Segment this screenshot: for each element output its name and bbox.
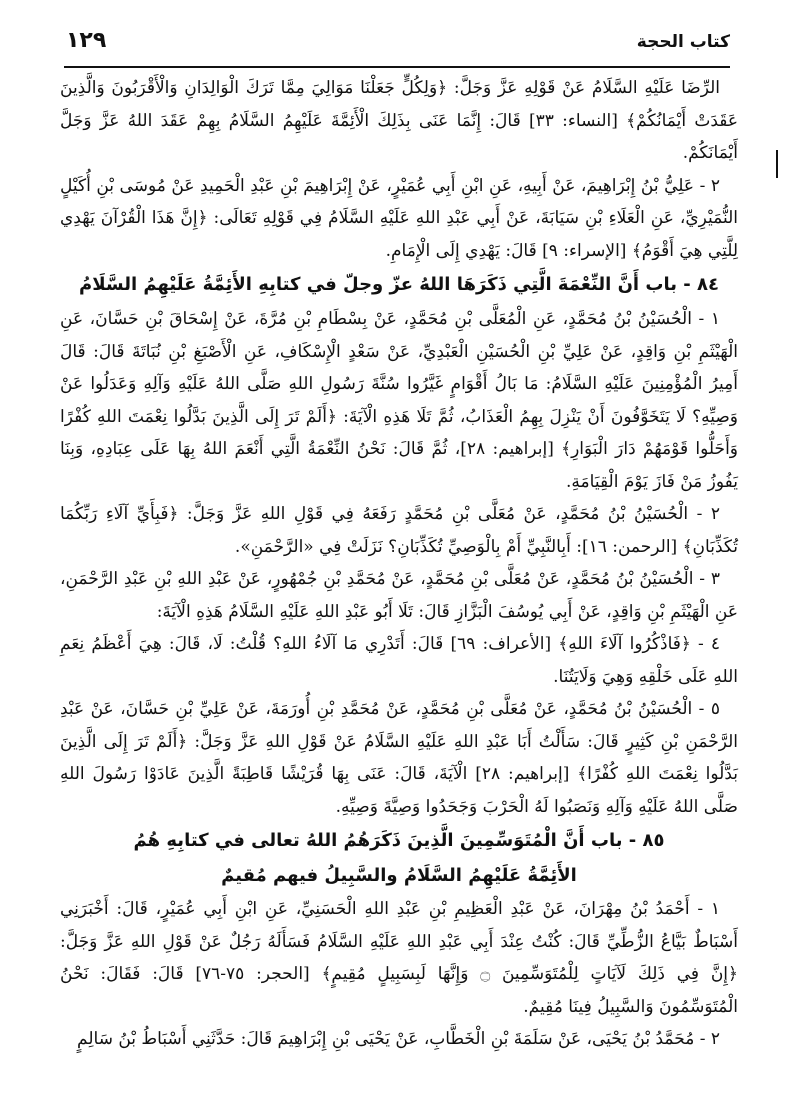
hadith-paragraph: ٢ - مُحَمَّدُ بْنُ يَحْيَى، عَنْ سَلَمَةَ بْنِ الْخَطَّابِ، عَنْ يَحْيَى بْنِ إِبْرَاهِيمَ قَالَ: حَدَّثَنِي أَسْبَاطُ بْنُ سَالِمٍ bbox=[77, 1029, 720, 1049]
chapter-heading: ٨٥ - باب أَنَّ الْمُتَوَسِّمِينَ الَّذِينَ ذَكَرَهُمُ اللهُ تعالى في كتابِهِ هُمُ bbox=[133, 830, 665, 851]
hadith-paragraph: ٣ - الْحُسَيْنُ بْنُ مُحَمَّدٍ، عَنْ مُعَلَّى بْنِ مُحَمَّدٍ، عَنْ مُحَمَّدِ بْنِ جُمْهُورٍ، عَنْ عَبْدِ اللهِ بْنِ عَبْدِ الرَّحْمَنِ، عَنِ الْهَيْثَمِ بْنِ وَاقِدٍ، عَنْ أَبِي يُوسُفَ الْبَزَّازِ قَالَ: تَلَا أَبُو عَبْدِ اللهِ عَلَيْهِ السَّلَامُ هَذِهِ الْآيَةَ: bbox=[60, 569, 738, 622]
chapter-heading: ٨٤ - باب أَنَّ النِّعْمَةَ الَّتِي ذَكَرَهَا اللهُ عزّ وجلّ في كتابِهِ الأَئِمَّةُ عَلَيْهِمُ السَّلَامُ bbox=[79, 274, 719, 295]
hadith-paragraph: ٤ - ﴿فَاذْكُرُوا آلَاءَ اللهِ﴾ [الأعراف: ٦٩] قَالَ: أَتَدْرِي مَا آلَاءُ اللهِ؟ قُلْتُ: لَا، قَالَ: هِيَ أَعْظَمُ نِعَمِ اللهِ عَلَى خَلْقِهِ وَهِيَ وَلَايَتُنَا. bbox=[60, 634, 738, 687]
hadith-paragraph: ١ - الْحُسَيْنُ بْنُ مُحَمَّدٍ، عَنِ الْمُعَلَّى بْنِ مُحَمَّدٍ، عَنْ بِسْطَامِ بْنِ مُرَّةَ، عَنْ إِسْحَاقَ بْنِ حَسَّانَ، عَنِ الْهَيْثَمِ بْنِ وَاقِدٍ، عَنْ عَلِيِّ بْنِ الْحُسَيْنِ الْعَبْدِيِّ، عَنْ سَعْدٍ الْإِسْكَافِ، عَنِ الْأَصْبَغِ بْنِ نُبَاتَةَ قَالَ: قَالَ أَمِيرُ الْمُؤْمِنِينَ عَلَيْهِ السَّلَامُ: مَا بَالُ أَقْوَامٍ غَيَّرُوا سُنَّةَ رَسُولِ اللهِ صَلَّى اللهُ عَلَيْهِ وَآلِهِ وَعَدَلُوا عَنْ وَصِيِّهِ؟ لَا يَتَخَوَّفُونَ أَنْ يَنْزِلَ بِهِمُ الْعَذَابُ، ثُمَّ تَلَا هَذِهِ الْآيَةَ: ﴿أَلَمْ تَرَ إِلَى الَّذِينَ بَدَّلُوا نِعْمَتَ اللهِ كُفْرًا وَأَحَلُّوا قَوْمَهُمْ دَارَ الْبَوَارِ﴾ [إبراهيم: ٢٨]، ثُمَّ قَالَ: نَحْنُ النِّعْمَةُ الَّتِي أَنْعَمَ اللهُ بِهَا عَلَى عِبَادِهِ، وَبِنَا يَفُوزُ مَنْ فَازَ يَوْمَ الْقِيَامَةِ. bbox=[60, 309, 738, 492]
hadith-paragraph: ٢ - عَلِيُّ بْنُ إِبْرَاهِيمَ، عَنْ أَبِيهِ، عَنِ ابْنِ أَبِي عُمَيْرٍ، عَنْ إِبْرَاهِيمَ بْنِ عَبْدِ الْحَمِيدِ عَنْ مُوسَى بْنِ أُكَيْلٍ النُّمَيْرِيِّ، عَنِ الْعَلَاءِ بْنِ سَيَابَةَ، عَنْ أَبِي عَبْدِ اللهِ عَلَيْهِ السَّلَامُ فِي قَوْلِهِ تَعَالَى: ﴿إِنَّ هَذَا الْقُرْآنَ يَهْدِي لِلَّتِي هِيَ أَقْوَمُ﴾ [الإسراء: ٩] قَالَ: يَهْدِي إِلَى الْإِمَامِ. bbox=[60, 175, 738, 261]
chapter-heading-continuation: الأَئِمَّةُ عَلَيْهِمُ السَّلَامُ والسَّبِيلُ فيهم مُقيمٌ bbox=[221, 865, 577, 886]
page-header bbox=[64, 22, 730, 68]
book-title: كتاب الحجة bbox=[636, 32, 730, 52]
hadith-paragraph: ٢ - الْحُسَيْنُ بْنُ مُحَمَّدٍ، عَنْ مُعَلَّى بْنِ مُحَمَّدٍ رَفَعَهُ فِي قَوْلِ اللهِ عَزَّ وَجَلَّ: ﴿فَبِأَيِّ آلَاءِ رَبِّكُمَا تُكَذِّبَانِ﴾ [الرحمن: ١٦]: أَبِالنَّبِيِّ أَمْ بِالْوَصِيِّ تُكَذِّبَانِ؟ نَزَلَتْ فِي «الرَّحْمَنِ». bbox=[60, 504, 738, 557]
hadith-paragraph: ٥ - الْحُسَيْنُ بْنُ مُحَمَّدٍ، عَنْ مُعَلَّى بْنِ مُحَمَّدٍ، عَنْ مُحَمَّدِ بْنِ أُورَمَةَ، عَنْ عَلِيِّ بْنِ حَسَّانَ، عَنْ عَبْدِ الرَّحْمَنِ بْنِ كَثِيرٍ قَالَ: سَأَلْتُ أَبَا عَبْدِ اللهِ عَلَيْهِ السَّلَامُ عَنْ قَوْلِ اللهِ عَزَّ وَجَلَّ: ﴿أَلَمْ تَرَ إِلَى الَّذِينَ بَدَّلُوا نِعْمَتَ اللهِ كُفْرًا﴾ [إبراهيم: ٢٨] الْآيَةَ، قَالَ: عَنَى بِهَا قُرَيْشًا قَاطِبَةً الَّذِينَ عَادَوْا رَسُولَ اللهِ صَلَّى اللهُ عَلَيْهِ وَآلِهِ وَنَصَبُوا لَهُ الْحَرْبَ وَجَحَدُوا وَصِيَّةَ وَصِيِّهِ. bbox=[60, 699, 739, 817]
hadith-paragraph: الرِّضَا عَلَيْهِ السَّلَامُ عَنْ قَوْلِهِ عَزَّ وَجَلَّ: ﴿وَلِكُلٍّ جَعَلْنَا مَوَالِيَ مِمَّا تَرَكَ الْوَالِدَانِ وَالْأَقْرَبُونَ وَالَّذِينَ عَقَدَتْ أَيْمَانُكُمْ﴾ [النساء: ٣٣] قَالَ: إِنَّمَا عَنَى بِذَلِكَ الْأَئِمَّةَ عَلَيْهِمُ السَّلَامُ بِهِمْ عَقَدَ اللهُ عَزَّ وَجَلَّ أَيْمَانَكُمْ. bbox=[60, 78, 738, 163]
margin-mark bbox=[776, 150, 778, 178]
page-body bbox=[60, 72, 738, 1056]
page-number: ١٢٩ bbox=[66, 28, 107, 53]
hadith-paragraph: ١ - أَحْمَدُ بْنُ مِهْرَانَ، عَنْ عَبْدِ الْعَظِيمِ بْنِ عَبْدِ اللهِ الْحَسَنِيِّ، عَنِ ابْنِ أَبِي عُمَيْرٍ، قَالَ: أَخْبَرَنِي أَسْبَاطٌ بَيَّاعُ الزُّطِّيِّ قَالَ: كُنْتُ عِنْدَ أَبِي عَبْدِ اللهِ عَلَيْهِ السَّلَامُ فَسَأَلَهُ رَجُلٌ عَنْ قَوْلِ اللهِ عَزَّ وَجَلَّ: ﴿إِنَّ فِي ذَلِكَ لَآيَاتٍ لِلْمُتَوَسِّمِينَ ۝ وَإِنَّهَا لَبِسَبِيلٍ مُقِيمٍ﴾ [الحجر: ٧٥-٧٦] قَالَ: فَقَالَ: نَحْنُ الْمُتَوَسِّمُونَ وَالسَّبِيلُ فِينَا مُقِيمٌ. bbox=[60, 899, 738, 1017]
